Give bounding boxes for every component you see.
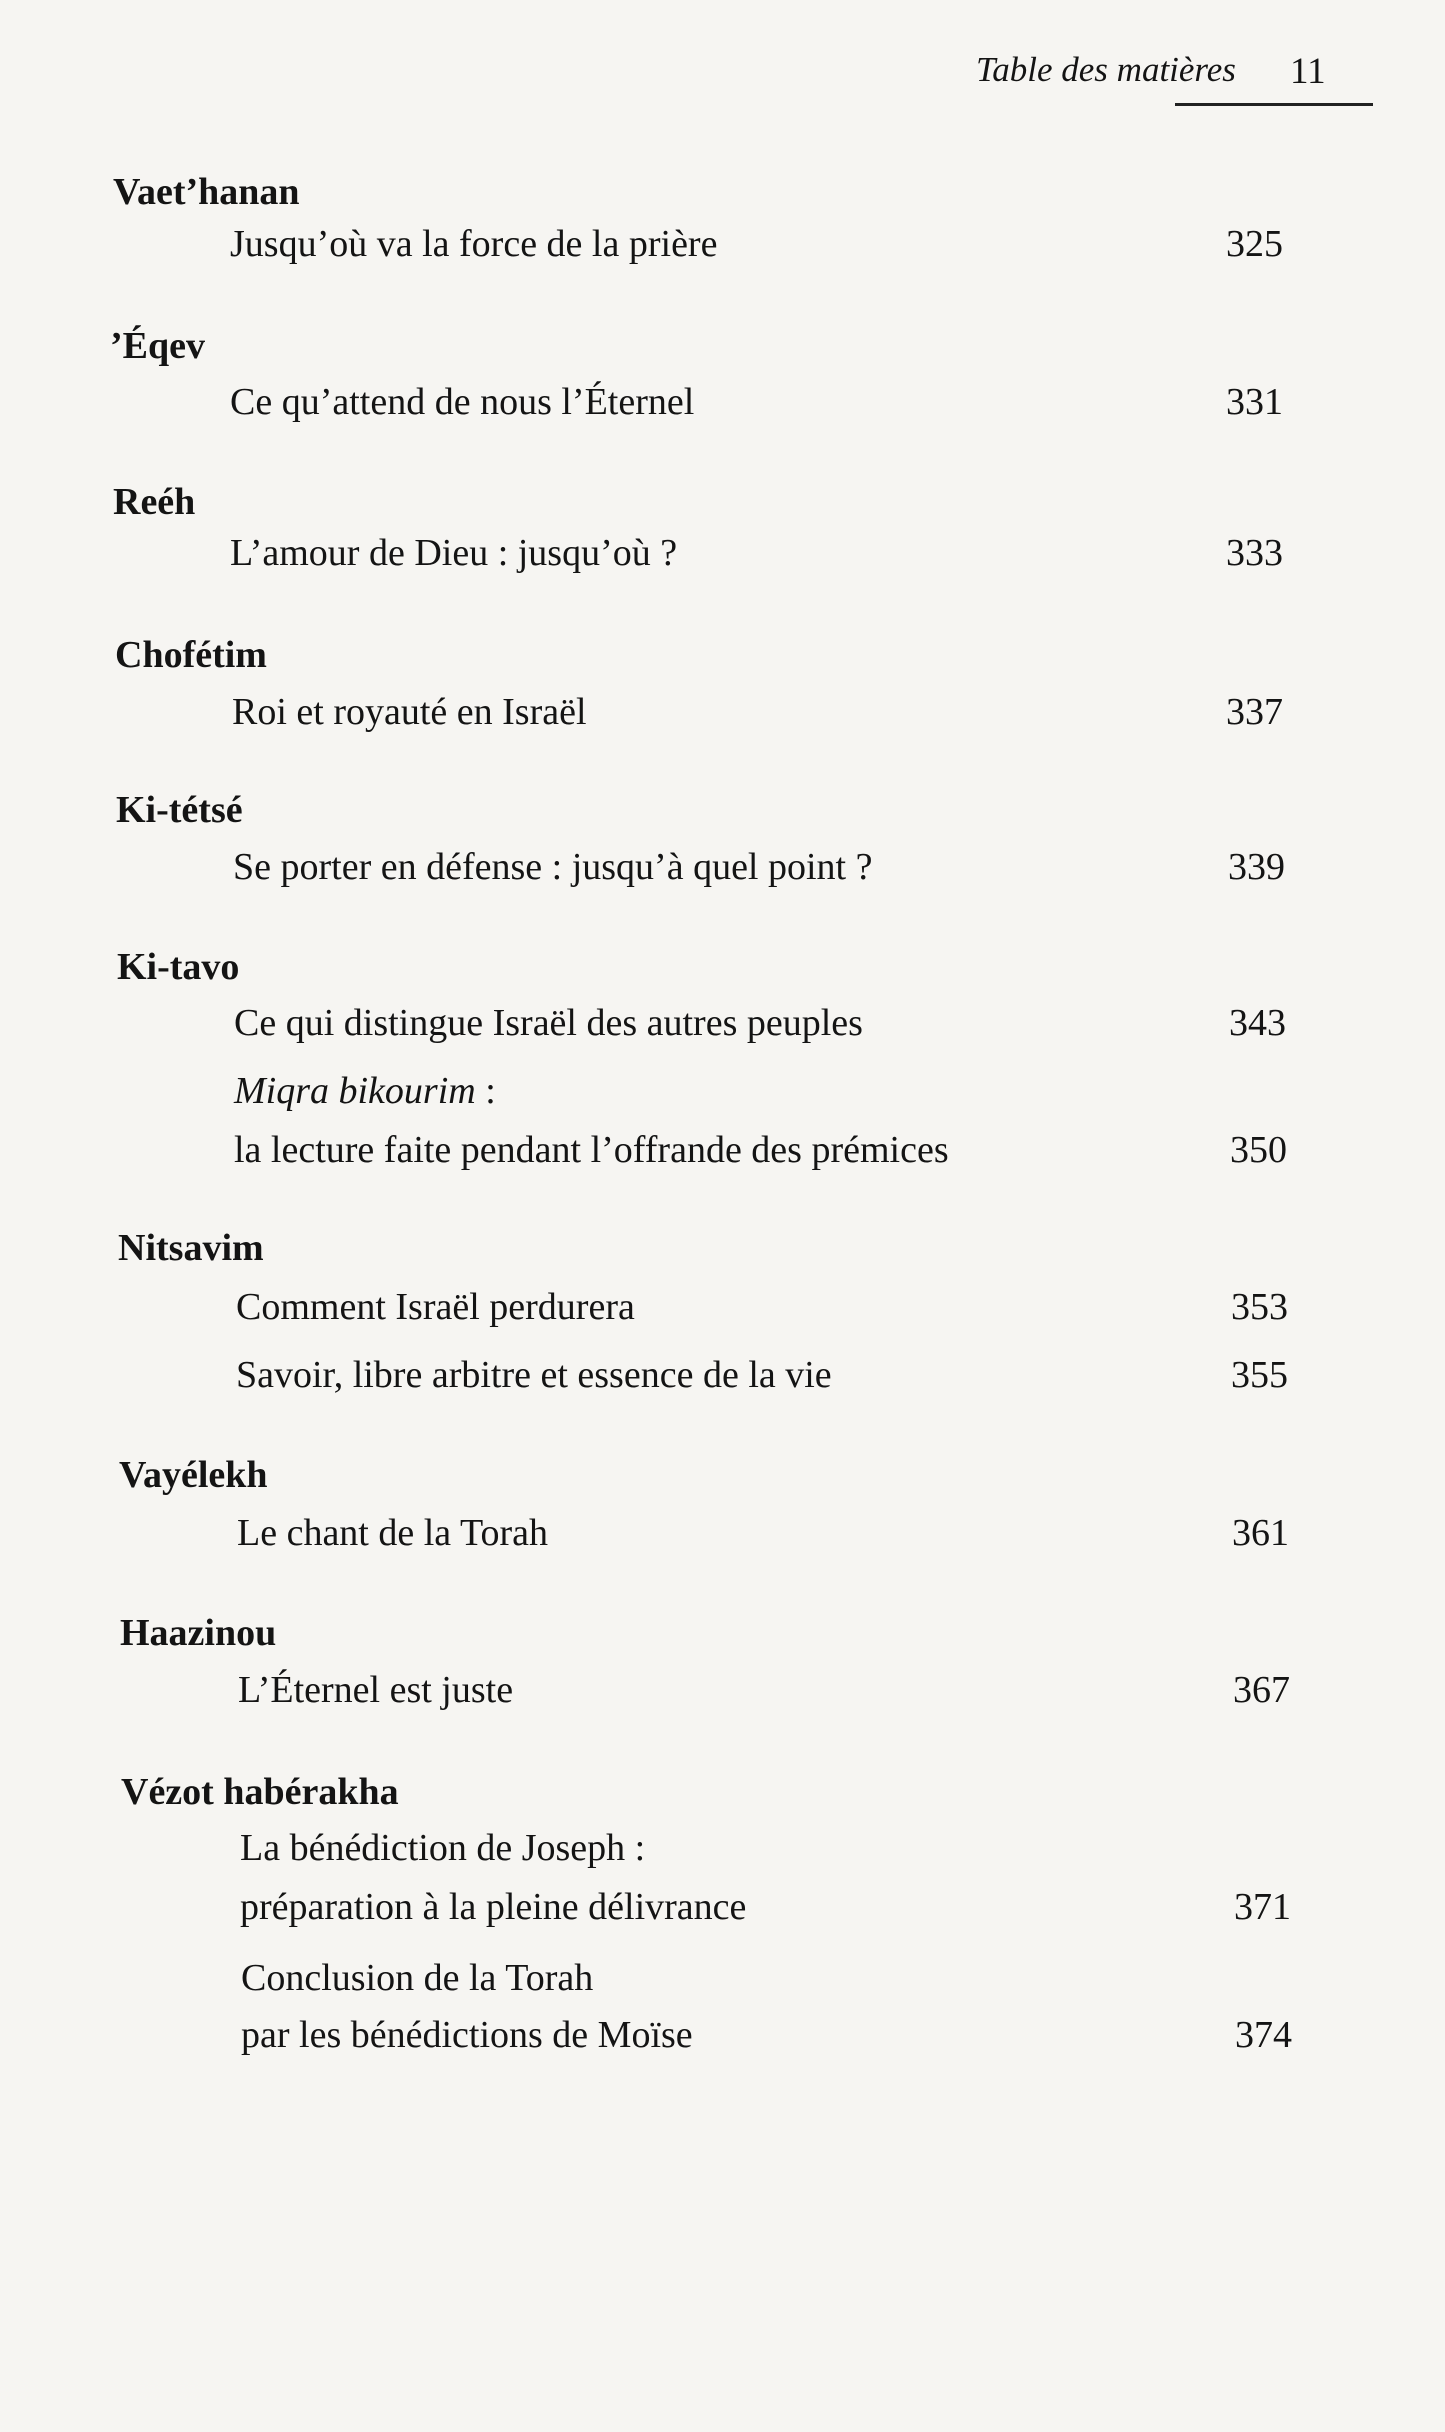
section-heading: Chofétim [115,634,267,676]
toc-page: 361 [1232,1512,1289,1554]
toc-entry-line2: préparation à la pleine délivrance [240,1886,747,1928]
toc-page: 325 [1226,223,1283,265]
toc-entry: Jusqu’où va la force de la prière [230,223,718,265]
section-heading: Haazinou [120,1612,277,1654]
toc-entry-line2: par les bénédictions de Moïse [241,2014,693,2056]
toc-page: 353 [1231,1286,1288,1328]
section-heading: Ki-tétsé [116,789,243,831]
toc-page: 371 [1234,1886,1291,1928]
toc-entry: Ce qu’attend de nous l’Éternel [230,381,695,423]
section-heading: Vayélekh [119,1454,268,1496]
section-heading: Vaet’hanan [113,171,300,213]
toc-entry: Se porter en défense : jusqu’à quel point ? [233,846,873,888]
toc-entry: L’amour de Dieu : jusqu’où ? [230,532,678,574]
toc-page: 350 [1230,1129,1287,1171]
toc-entry: L’Éternel est juste [238,1669,514,1711]
toc-page: 333 [1226,532,1283,574]
toc-page: 331 [1226,381,1283,423]
toc-entry: Le chant de la Torah [237,1512,549,1554]
toc-entry-line1 [234,1069,496,1113]
toc-entry: Roi et royauté en Israël [232,691,587,733]
toc-entry: Comment Israël perdurera [236,1286,635,1328]
toc-page: 337 [1226,691,1283,733]
toc-entry-suffix: : [475,1070,496,1112]
section-heading: Nitsavim [118,1227,264,1269]
toc-page: 367 [1233,1669,1290,1711]
header-title: Table des matières [976,50,1236,89]
toc-entry-line1: Conclusion de la Torah [241,1957,594,1999]
toc-page: 339 [1228,846,1285,888]
section-heading: ’Éqev [110,325,205,367]
toc-page: 355 [1231,1354,1288,1396]
toc-entry-line1: La bénédiction de Joseph : [240,1827,646,1869]
toc-entry: Ce qui distingue Israël des autres peuples [234,1002,863,1044]
section-heading: Reéh [113,481,196,523]
page-number: 11 [1290,51,1326,92]
section-heading: Vézot habérakha [121,1771,399,1813]
toc-page: 374 [1235,2014,1292,2056]
toc-entry-italic: Miqra bikourim [234,1070,476,1112]
toc-page: 343 [1229,1002,1286,1044]
toc-entry-line2: la lecture faite pendant l’offrande des prémices [234,1129,949,1171]
section-heading: Ki-tavo [117,946,240,988]
toc-entry: Savoir, libre arbitre et essence de la vie [236,1354,832,1396]
header-rule [1175,103,1373,106]
